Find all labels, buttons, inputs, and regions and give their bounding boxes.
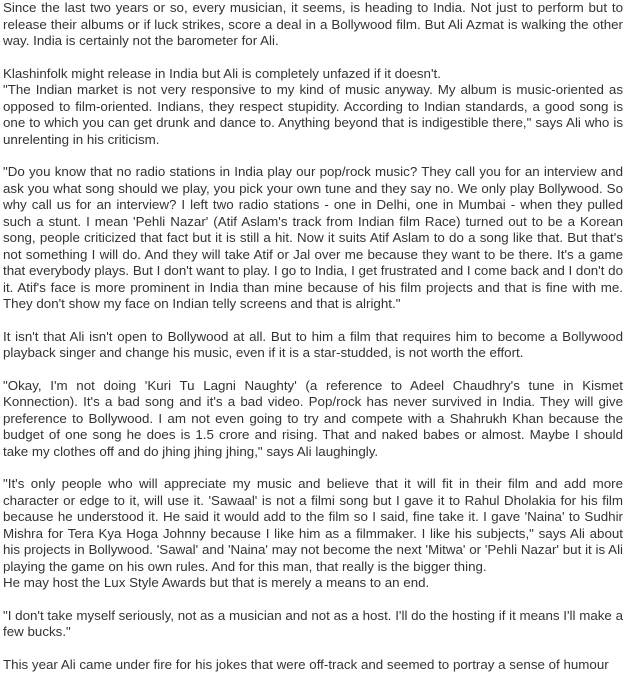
paragraph-hosting (3, 608, 623, 641)
paragraph-sawaal-naina (3, 476, 623, 592)
paragraph-bollywood-openness (3, 329, 623, 362)
quote-text: "It's only people who will appreciate my music and believe that it will fit in their film and add more character or edge to it, will use it. 'Sawaal' is not a filmi song but I gave it to Rahul Dholakia for his film because he understood it. He said it would add to the film so I said, fine take it. I gave 'Naina' to Sudhir Mishra for Tera Kya Hoga Johnny because I like him as a filmmaker. I like his subjects," says Ali about his projects in Bollywood. 'Sawal' and 'Naina' may not become the next 'Mitwa' or 'Pehli Nazar' but it is Ali playing the game on his own rules. And for this man, that really is the bigger thing. (3, 476, 623, 575)
paragraph-criticism (3, 657, 623, 673)
paragraph-kuri-tu-lagni (3, 378, 623, 461)
paragraph-intro (3, 0, 623, 50)
quote-text: "Do you know that no radio stations in India play our pop/rock music? They call you for an interview and ask you what song should we play, you pick your own tune and they say no. We only play Bollywood. So why call us for an interview? I left two radio stations - one in Delhi, one in Mumbai - when they pulled such a stunt. I mean 'Pehli Nazar' (Atif Aslam's track from Indian film Race) turned out to be a Korean song, people criticized that fact but it is still a hit. Now it suits Atif Aslam to do a song like that. But that's not something I will do. And they will take Atif or Jal over me because they want to be there. It's a game that everybody plays. But I don't want to play. I go to India, I get frustrated and I come back and I don't do it. Atif's face is more prominent in India than mine because of his film projects and that is fine with me. They don't show my face on Indian telly screens and that is alright." (3, 164, 623, 313)
paragraph-text: He may host the Lux Style Awards but that is merely a means to an end. (3, 575, 623, 592)
paragraph-radio-stations (3, 164, 623, 313)
paragraph-indian-market (3, 66, 623, 149)
quote-text: "The Indian market is not very responsive to my kind of music anyway. My album is music-oriented as opposed to film-oriented. Indians, they respect stupidity. According to Indian standards, a good song is one to which you can get drunk and dance to. Anything beyond that is indigestible there," says Ali who is unrelenting in his criticism. (3, 82, 623, 148)
paragraph-text: Klashinfolk might release in India but Ali is completely unfazed if it doesn't. (3, 66, 623, 83)
paragraph-text: This year Ali came under fire for his jokes that were off-track and seemed to portray a sense of humour (3, 657, 623, 673)
paragraph-text: Since the last two years or so, every musician, it seems, is heading to India. Not just to perform but to release their albums or if luck strikes, score a deal in a Bollywood film. But Ali Azmat is walking the other way. India is certainly not the barometer for Ali. (3, 0, 623, 50)
article-body (3, 0, 623, 673)
quote-text: "I don't take myself seriously, not as a musician and not as a host. I'll do the hosting if it means I'll make a few bucks." (3, 608, 623, 641)
quote-text: "Okay, I'm not doing 'Kuri Tu Lagni Naughty' (a reference to Adeel Chaudhry's tune in Kismet Konnection). It's a bad song and it's a bad video. Pop/rock has never survived in India. They will give preference to Bollywood. I am not even going to try and compete with a Shahrukh Khan because the budget of one song he does is 1.5 crore and rising. That and naked babes or almost. Maybe I should take my clothes off and do jhing jhing jhing," says Ali laughingly. (3, 378, 623, 461)
paragraph-text: It isn't that Ali isn't open to Bollywood at all. But to him a film that requires him to become a Bollywood playback singer and change his music, even if it is a star-studded, is not worth the effort. (3, 329, 623, 362)
